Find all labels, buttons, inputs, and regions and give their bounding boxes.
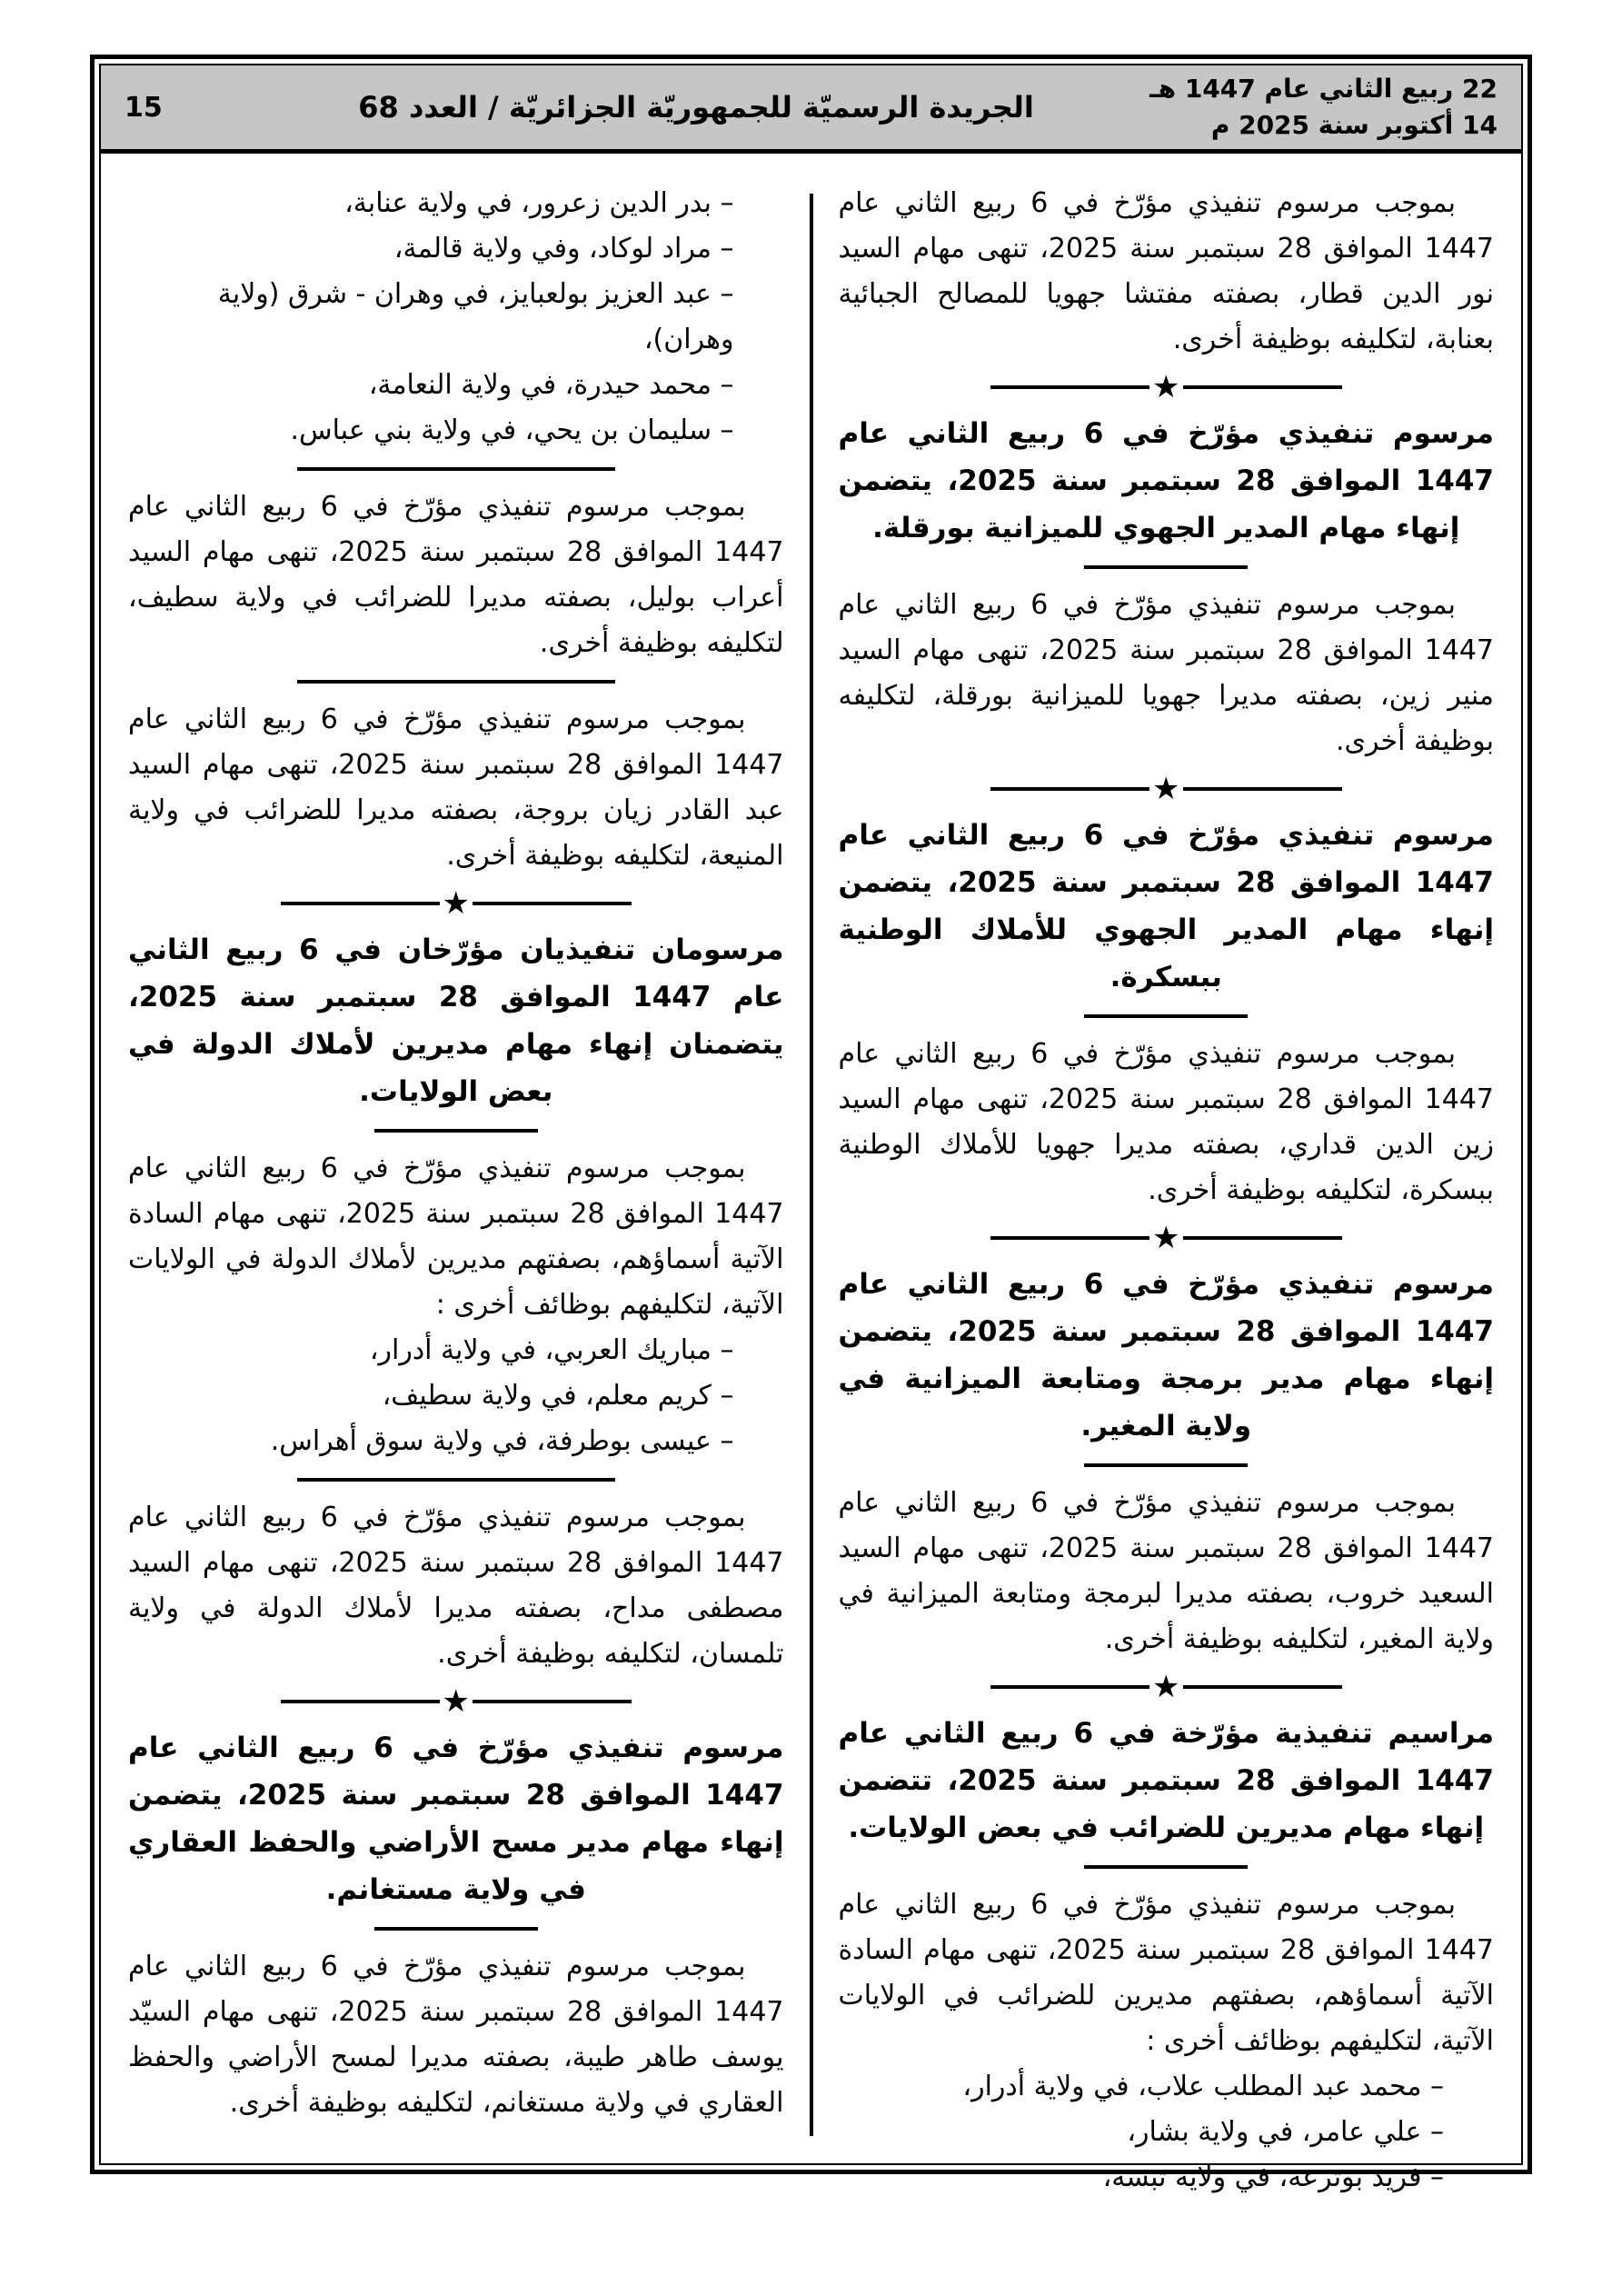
section-rule: [1084, 1865, 1248, 1869]
section-rule: [374, 1927, 538, 1931]
star-divider: [839, 1667, 1495, 1707]
journal-title: الجريدة الرسميّة للجمهوريّة الجزائريّة / العدد 68: [358, 90, 1034, 125]
divider-line: [990, 1685, 1149, 1689]
decree-paragraph: بموجب مرسوم تنفيذي مؤرّخ في 6 ربيع الثاني عام 1447 الموافق 28 سبتمبر سنة 2025، تنهى مهام السيد زين الدين قداري، بصفته مديرا جهويا للأملاك الوطنية ببسكرة، لتكليفه بوظيفة أخرى.: [838, 1038, 1494, 1206]
divider-line: [281, 1700, 440, 1703]
star-divider: [839, 1218, 1495, 1258]
appointment-list: [839, 2064, 1495, 2201]
star-divider: [128, 1682, 784, 1722]
list-item: – فريد بوترعة، في ولاية تبسة،: [1102, 2161, 1444, 2193]
list-item: – سليمان بن يحي، في ولاية بني عباس.: [290, 414, 734, 446]
divider-line: [473, 902, 632, 905]
header-dates: [1149, 71, 1498, 144]
decree-paragraph: بموجب مرسوم تنفيذي مؤرّخ في 6 ربيع الثاني عام 1447 الموافق 28 سبتمبر سنة 2025، تنهى مهام السيد منير زين، بصفته مديرا جهويا للميزانية بورقلة، لتكليفه بوظيفة أخرى.: [838, 589, 1494, 757]
section-rule: [1084, 1014, 1248, 1018]
page-content: [101, 154, 1521, 2193]
gregorian-date: 14 أكتوبر سنة 2025 م: [1210, 110, 1498, 140]
decree-paragraph: بموجب مرسوم تنفيذي مؤرّخ في 6 ربيع الثاني عام 1447 الموافق 28 سبتمبر سنة 2025، تنهى مهام السيد مصطفى مداح، بصفته مديرا لأملاك الدولة في ولاية تلمسان، لتكليفه بوظيفة أخرى.: [128, 1502, 784, 1670]
divider-line: [1183, 1236, 1342, 1240]
section-rule: [297, 1478, 615, 1482]
divider-line: [990, 1236, 1149, 1240]
page-frame: [90, 55, 1532, 2193]
list-item: – عيسى بوطرفة، في ولاية سوق أهراس.: [270, 1425, 734, 1457]
section-rule: [297, 467, 615, 471]
page-frame-inner: [99, 64, 1523, 2193]
column-right: [830, 181, 1504, 2193]
page-number: 15: [124, 91, 163, 124]
decree-heading: مرسوم تنفيذي مؤرّخ في 6 ربيع الثاني عام 1447 الموافق 28 سبتمبر سنة 2025، يتضمن إنهاء مهام المدير الجهوي للأملاك الوطنية ببسكرة.: [838, 819, 1494, 993]
column-left: [119, 181, 793, 2163]
divider-line: [1183, 1685, 1342, 1689]
star-icon: ★: [442, 885, 470, 922]
decree-heading: مرسوم تنفيذي مؤرّخ في 6 ربيع الثاني عام 1447 الموافق 28 سبتمبر سنة 2025، يتضمن إنهاء مهام مدير مسح الأراضي والحفظ العقاري في ولاية مستغانم.: [128, 1732, 784, 1906]
section-rule: [1084, 1463, 1248, 1467]
star-divider: [839, 769, 1495, 809]
decree-paragraph: بموجب مرسوم تنفيذي مؤرّخ في 6 ربيع الثاني عام 1447 الموافق 28 سبتمبر سنة 2025، تنهى مهام السيّد يوسف طاهر طيبة، بصفته مديرا لمسح الأراضي والحفظ العقاري في ولاية مستغانم، لتكليفه بوظيفة أخرى.: [128, 1951, 784, 2119]
column-divider: [810, 194, 813, 2136]
star-icon: ★: [442, 1683, 470, 1720]
star-icon: ★: [1152, 1220, 1180, 1256]
divider-line: [281, 902, 440, 905]
divider-line: [990, 385, 1149, 389]
list-item: – عبد العزيز بولعبايز، في وهران - شرق (ولاية وهران)،: [217, 278, 734, 355]
hijri-date: 22 ربيع الثاني عام 1447 هـ: [1149, 74, 1498, 104]
star-divider: [839, 367, 1495, 407]
list-item: – مراد لوكاد، وفي ولاية قالمة،: [393, 233, 734, 265]
star-divider: [128, 883, 784, 923]
list-item: – محمد عبد المطلب علاب، في ولاية أدرار،: [962, 2071, 1444, 2102]
divider-line: [990, 787, 1149, 791]
star-icon: ★: [1152, 1669, 1180, 1705]
list-item: – مباريك العربي، في ولاية أدرار،: [369, 1334, 734, 1366]
appointment-list: [128, 181, 784, 454]
list-item: – محمد حيدرة، في ولاية النعامة،: [368, 369, 734, 401]
list-item: – علي عامر، في ولاية بشار،: [1127, 2116, 1444, 2148]
section-rule: [297, 680, 615, 684]
decree-paragraph: بموجب مرسوم تنفيذي مؤرّخ في 6 ربيع الثاني عام 1447 الموافق 28 سبتمبر سنة 2025، تنهى مهام السادة الآتية أسماؤهم، بصفتهم مديرين للضرائب في الولايات الآتية، لتكليفهم بوظائف أخرى :: [838, 1889, 1494, 2057]
decree-paragraph: بموجب مرسوم تنفيذي مؤرّخ في 6 ربيع الثاني عام 1447 الموافق 28 سبتمبر سنة 2025، تنهى مهام السيد السعيد خروب، بصفته مديرا لبرمجة ومتابعة الميزانية في ولاية المغير، لتكليفه بوظيفة أخرى.: [838, 1487, 1494, 1655]
section-rule: [1084, 565, 1248, 569]
appointment-list: [128, 1328, 784, 1464]
star-icon: ★: [1152, 369, 1180, 405]
divider-line: [1183, 787, 1342, 791]
list-item: – بدر الدين زعرور، في ولاية عنابة،: [344, 187, 734, 219]
star-icon: ★: [1152, 771, 1180, 807]
decree-heading: مراسيم تنفيذية مؤرّخة في 6 ربيع الثاني عام 1447 الموافق 28 سبتمبر سنة 2025، تتضمن إنهاء مهام مديرين للضرائب في بعض الولايات.: [838, 1717, 1495, 1844]
decree-heading: مرسومان تنفيذيان مؤرّخان في 6 ربيع الثاني عام 1447 الموافق 28 سبتمبر سنة 2025، يتضمنان إنهاء مهام مديرين لأملاك الدولة في بعض الولايات.: [128, 933, 784, 1108]
decree-heading: مرسوم تنفيذي مؤرّخ في 6 ربيع الثاني عام 1447 الموافق 28 سبتمبر سنة 2025، يتضمن إنهاء مهام مدير برمجة ومتابعة الميزانية في ولاية المغير.: [838, 1268, 1494, 1442]
decree-heading: مرسوم تنفيذي مؤرّخ في 6 ربيع الثاني عام 1447 الموافق 28 سبتمبر سنة 2025، يتضمن إنهاء مهام المدير الجهوي للميزانية بورقلة.: [838, 417, 1494, 544]
decree-paragraph: بموجب مرسوم تنفيذي مؤرّخ في 6 ربيع الثاني عام 1447 الموافق 28 سبتمبر سنة 2025، تنهى مهام السيد أعراب بوليل، بصفته مديرا للضرائب في ولاية سطيف، لتكليفه بوظيفة أخرى.: [128, 491, 784, 659]
header-band: [101, 65, 1521, 154]
divider-line: [473, 1700, 632, 1703]
list-item: – كريم معلم، في ولاية سطيف،: [382, 1380, 734, 1412]
decree-paragraph: بموجب مرسوم تنفيذي مؤرّخ في 6 ربيع الثاني عام 1447 الموافق 28 سبتمبر سنة 2025، تنهى مهام السادة الآتية أسماؤهم، بصفتهم مديرين لأملاك الدولة في الولايات الآتية، لتكليفهم بوظائف أخرى :: [128, 1153, 784, 1321]
divider-line: [1183, 385, 1342, 389]
decree-paragraph: بموجب مرسوم تنفيذي مؤرّخ في 6 ربيع الثاني عام 1447 الموافق 28 سبتمبر سنة 2025، تنهى مهام السيد عبد القادر زيان بروجة، بصفته مديرا للضرائب في ولاية المنيعة، لتكليفه بوظيفة أخرى.: [128, 704, 784, 872]
section-rule: [374, 1129, 538, 1133]
decree-paragraph: بموجب مرسوم تنفيذي مؤرّخ في 6 ربيع الثاني عام 1447 الموافق 28 سبتمبر سنة 2025، تنهى مهام السيد نور الدين قطار، بصفته مفتشا جهويا للمصالح الجبائية بعنابة، لتكليفه بوظيفة أخرى.: [838, 187, 1494, 355]
